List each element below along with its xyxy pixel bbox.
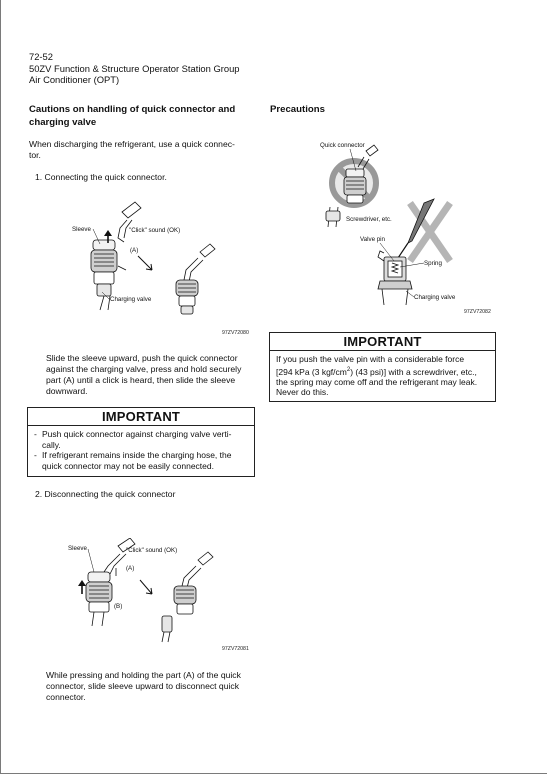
important-box-right: IMPORTANT If you push the valve pin with a considerable force [294 kPa (3 kgf/$cm^2$) (43 psi)] with a screwdriver, etc., the spring may come off and the refrigerant may leak. Never do this. [269,332,496,402]
label-part-a: (A) [130,247,139,254]
label-valve-pin: Valve pin [360,236,385,243]
important-item-2: - If refrigerant remains inside the charging hose, the quick connector may not be easily connected. [34,450,232,471]
important-box-left [27,407,255,477]
figure-code-1: 97ZV72080 [222,330,249,336]
intro-paragraph: When discharging the refrigerant, use a quick connec- tor. [29,139,235,160]
section-title-precautions: Precautions [270,104,325,115]
connect-instructions: Slide the sleeve upward, push the quick connector against the charging valve, press and hold securely part (A) until a click is heard, then slide the sleeve downward. [46,353,242,396]
page-number: 72-52 [29,51,53,62]
figure-code-2: 97ZV72081 [222,646,249,652]
label-part-a-2: (A) [126,565,135,572]
header-section: Air Conditioner (OPT) [29,74,120,86]
important-item-1: - Push quick connector against charging valve verti- cally. [34,429,232,450]
figure-code-3: 97ZV72082 [464,309,491,315]
label-charging-valve-right: Charging valve [414,294,456,301]
important-title-left: IMPORTANT [28,408,254,426]
label-click-sound: "Click" sound (OK) [129,227,181,234]
label-screwdriver: Screwdriver, etc. [346,216,392,223]
section-title-cautions: Cautions on handling of quick connector and charging valve [29,104,236,128]
label-charging-valve: Charging valve [110,296,152,303]
step-2-heading: 2. Disconnecting the quick connector [35,489,176,499]
label-sleeve: Sleeve [72,226,91,233]
figure-disconnecting-quick-connector [60,538,260,648]
label-click-sound-2: "Click" sound (OK) [126,547,178,554]
important-title-right: IMPORTANT [270,333,495,351]
label-part-b: (B) [114,603,123,610]
step-1-heading: 1. Connecting the quick connector. [35,172,167,182]
label-spring: Spring [424,260,442,267]
figure-precautions [300,133,510,325]
label-sleeve-2: Sleeve [68,545,87,552]
figure-connecting-quick-connector [60,198,260,316]
important-pressure-line: [294 kPa (3 kgf/$cm^2$) (43 psi)] with a screwdriver, etc., [276,366,477,377]
label-quick-connector: Quick connector [320,142,365,149]
header-manual-title: 50ZV Function & Structure Operator Station Group [29,62,240,74]
disconnect-instructions: While pressing and holding the part (A) of the quick connector, slide sleeve upward to disconnect quick connector. [46,670,241,702]
page-header [29,51,240,86]
